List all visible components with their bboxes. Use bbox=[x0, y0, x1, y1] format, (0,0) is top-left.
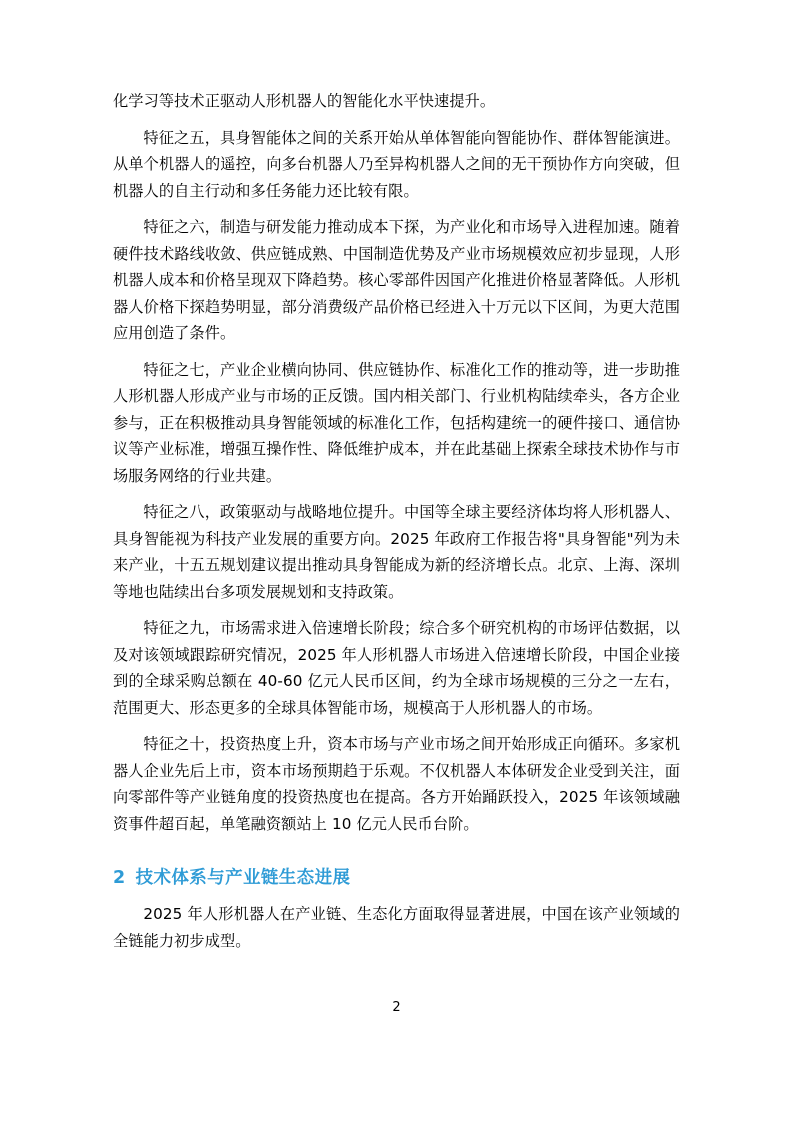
paragraph-feature-9: 特征之九，市场需求进入倍速增长阶段；综合多个研究机构的市场评估数据，以及对该领域跟踪研究情况，2025 年人形机器人市场进入倍速增长阶段，中国企业接到的全球采购总额在 40-60 亿元人民币区间，约为全球市场规模的三分之一左右，范围更大、形态更多的全球具体智能市场，规模高于人形机器人的市场。 bbox=[113, 619, 680, 717]
section-number: 2 bbox=[113, 868, 126, 888]
paragraph-feature-5: 特征之五，具身智能体之间的关系开始从单体智能向智能协作、群体智能演进。从单个机器人的遥控，向多台机器人乃至异构机器人之间的无干预协作方向突破，但机器人的自主行动和多任务能力还比较有限。 bbox=[113, 128, 680, 200]
document-body bbox=[113, 88, 680, 954]
paragraph-feature-7: 特征之七，产业企业横向协同、供应链协作、标准化工作的推动等，进一步助推人形机器人形成产业与市场的正反馈。国内相关部门、行业机构陆续牵头，各方企业参与，正在积极推动具身智能领域的标准化工作，包括构建统一的硬件接口、通信协议等产业标准，增强互操作性、降低维护成本，并在此基础上探索全球技术协作与市场服务网络的行业共建。 bbox=[113, 360, 680, 485]
paragraph-feature-8: 特征之八，政策驱动与战略地位提升。中国等全球主要经济体均将人形机器人、具身智能视为科技产业发展的重要方向。2025 年政府工作报告将"具身智能"列为未来产业，十五五规划建议提出推动具身智能成为新的经济增长点。北京、上海、深圳等地也陆续出台多项发展规划和支持政策。 bbox=[113, 503, 680, 601]
page-number: 2 bbox=[392, 1000, 401, 1015]
section-title: 技术体系与产业链生态进展 bbox=[135, 868, 351, 888]
section-heading bbox=[113, 863, 680, 893]
paragraph-continued: 化学习等技术正驱动人形机器人的智能化水平快速提升。 bbox=[113, 92, 496, 110]
paragraph-feature-6: 特征之六，制造与研发能力推动成本下探，为产业化和市场导入进程加速。随着硬件技术路线收敛、供应链成熟、中国制造优势及产业市场规模效应初步显现，人形机器人成本和价格呈现双下降趋势。核心零部件因国产化推进价格显著降低。人形机器人价格下探趋势明显，部分消费级产品价格已经进入十万元以下区间，为更大范围应用创造了条件。 bbox=[113, 218, 680, 342]
paragraph-feature-10: 特征之十，投资热度上升，资本市场与产业市场之间开始形成正向循环。多家机器人企业先后上市，资本市场预期趋于乐观。不仅机器人本体研发企业受到关注，面向零部件等产业链角度的投资热度也在提高。各方开始踊跃投入，2025 年该领域融资事件超百起，单笔融资额站上 10 亿元人民币台阶。 bbox=[113, 735, 680, 833]
paragraph-section-intro: 2025 年人形机器人在产业链、生态化方面取得显著进展，中国在该产业领域的全链能力初步成型。 bbox=[113, 905, 680, 950]
